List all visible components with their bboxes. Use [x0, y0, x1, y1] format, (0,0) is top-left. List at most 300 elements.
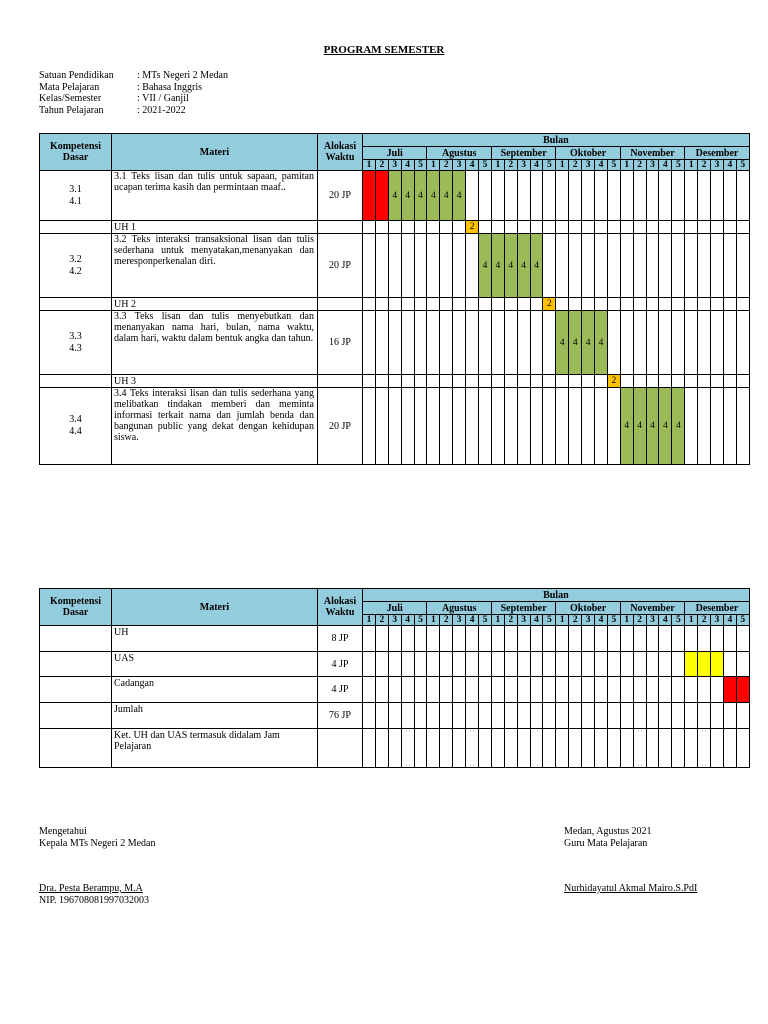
schedule-cell: 4 [646, 388, 659, 465]
schedule-cell [607, 171, 620, 221]
schedule-cell [363, 729, 376, 768]
schedule-cell [517, 375, 530, 388]
schedule-cell [582, 703, 595, 729]
schedule-cell [414, 729, 427, 768]
schedule-cell [646, 298, 659, 311]
schedule-cell [517, 298, 530, 311]
week-header: 5 [543, 160, 556, 171]
schedule-cell [620, 221, 633, 234]
schedule-cell [595, 221, 608, 234]
schedule-cell [633, 234, 646, 298]
table-row [40, 677, 750, 703]
kd-cell [40, 311, 112, 375]
schedule-cell [414, 388, 427, 465]
schedule-cell [711, 703, 724, 729]
schedule-cell [414, 652, 427, 677]
schedule-cell [375, 221, 388, 234]
week-header: 2 [504, 615, 517, 626]
kd-cell [40, 626, 112, 652]
alokasi-cell: 20 JP [318, 388, 363, 465]
schedule-cell [491, 677, 504, 703]
schedule-cell: 4 [517, 234, 530, 298]
schedule-cell [543, 703, 556, 729]
schedule-cell [620, 626, 633, 652]
schedule-cell [363, 234, 376, 298]
schedule-cell [440, 626, 453, 652]
month-header: November [620, 147, 684, 160]
schedule-cell [427, 677, 440, 703]
schedule-cell [646, 221, 659, 234]
schedule-cell [427, 703, 440, 729]
schedule-cell [388, 729, 401, 768]
schedule-cell [504, 298, 517, 311]
kd-cell [40, 171, 112, 221]
schedule-cell [440, 234, 453, 298]
kd-cell [40, 652, 112, 677]
schedule-cell [388, 626, 401, 652]
schedule-cell [479, 703, 492, 729]
schedule-cell [569, 652, 582, 677]
schedule-cell [736, 703, 749, 729]
schedule-cell [685, 626, 698, 652]
schedule-cell [698, 626, 711, 652]
schedule-cell [633, 626, 646, 652]
week-header: 3 [582, 160, 595, 171]
schedule-cell [543, 388, 556, 465]
schedule-cell [556, 626, 569, 652]
kd-code: 3.1 [69, 183, 82, 195]
schedule-cell [453, 234, 466, 298]
schedule-cell [620, 677, 633, 703]
week-header: 3 [646, 160, 659, 171]
schedule-cell [595, 388, 608, 465]
schedule-cell [479, 729, 492, 768]
schedule-cell [517, 652, 530, 677]
schedule-cell [375, 375, 388, 388]
schedule-cell [363, 388, 376, 465]
materi-cell: 3.3 Teks lisan dan tulis menyebutkan dan menanyakan nama hari, bulan, nama waktu, dalam hari, waktu dalam bentuk angka dan tahun. [112, 311, 318, 375]
schedule-cell [427, 652, 440, 677]
week-header: 5 [607, 160, 620, 171]
schedule-cell [711, 626, 724, 652]
schedule-cell [543, 677, 556, 703]
schedule-cell [582, 388, 595, 465]
schedule-cell [672, 729, 685, 768]
schedule-cell [440, 375, 453, 388]
schedule-cell [375, 234, 388, 298]
table-row [40, 703, 750, 729]
schedule-cell [388, 375, 401, 388]
schedule-cell [556, 171, 569, 221]
schedule-cell [375, 626, 388, 652]
schedule-cell [414, 677, 427, 703]
schedule-cell [685, 221, 698, 234]
schedule-cell [556, 729, 569, 768]
schedule-cell [440, 298, 453, 311]
info-label: Mata Pelajaran [39, 81, 100, 93]
schedule-cell [582, 234, 595, 298]
schedule-cell: 4 [582, 311, 595, 375]
schedule-cell [582, 729, 595, 768]
schedule-cell [633, 375, 646, 388]
schedule-cell [491, 388, 504, 465]
signature-left [39, 826, 155, 906]
schedule-cell [582, 221, 595, 234]
schedule-cell [504, 221, 517, 234]
header-kd: Kompetensi Dasar [40, 134, 112, 171]
schedule-cell [479, 311, 492, 375]
schedule-cell [530, 171, 543, 221]
kd-code: 3.2 [69, 253, 82, 265]
schedule-cell [607, 703, 620, 729]
kd-code: 4.3 [69, 342, 82, 354]
schedule-cell [711, 171, 724, 221]
schedule-cell [491, 298, 504, 311]
schedule-cell [633, 652, 646, 677]
materi-cell: UH 1 [112, 221, 318, 234]
schedule-cell [530, 703, 543, 729]
header-alokasi: Alokasi Waktu [318, 589, 363, 626]
schedule-cell [569, 729, 582, 768]
schedule-cell [453, 221, 466, 234]
schedule-cell [440, 652, 453, 677]
schedule-cell [453, 703, 466, 729]
schedule-cell [672, 626, 685, 652]
schedule-cell [491, 171, 504, 221]
schedule-cell [723, 388, 736, 465]
schedule-cell [479, 652, 492, 677]
schedule-cell [672, 677, 685, 703]
schedule-cell [491, 375, 504, 388]
schedule-cell [375, 729, 388, 768]
schedule-cell [466, 388, 479, 465]
week-header: 4 [530, 160, 543, 171]
schedule-cell [479, 375, 492, 388]
schedule-cell: 4 [479, 234, 492, 298]
schedule-cell [633, 311, 646, 375]
week-header: 4 [659, 615, 672, 626]
schedule-cell [685, 298, 698, 311]
schedule-cell [363, 703, 376, 729]
page-title: PROGRAM SEMESTER [323, 44, 445, 56]
schedule-cell [620, 375, 633, 388]
schedule-cell [595, 298, 608, 311]
schedule-cell: 4 [569, 311, 582, 375]
schedule-cell: 4 [453, 171, 466, 221]
signature-role: Guru Mata Pelajaran [564, 837, 648, 849]
alokasi-cell [318, 375, 363, 388]
schedule-cell [401, 298, 414, 311]
week-header: 1 [363, 615, 376, 626]
schedule-cell [363, 652, 376, 677]
schedule-cell [530, 652, 543, 677]
week-header: 3 [582, 615, 595, 626]
info-value: : 2021-2022 [137, 104, 186, 116]
schedule-cell [388, 221, 401, 234]
schedule-cell [517, 171, 530, 221]
week-header: 2 [633, 615, 646, 626]
schedule-cell [659, 375, 672, 388]
month-header: Agustus [427, 147, 491, 160]
semester-program-table [39, 133, 750, 465]
schedule-cell [543, 626, 556, 652]
schedule-cell [698, 298, 711, 311]
kd-code: 4.1 [69, 195, 82, 207]
schedule-cell [453, 626, 466, 652]
schedule-cell [530, 388, 543, 465]
schedule-cell [698, 221, 711, 234]
schedule-cell [375, 298, 388, 311]
schedule-cell [466, 298, 479, 311]
schedule-cell [620, 703, 633, 729]
schedule-cell [440, 388, 453, 465]
schedule-cell [504, 626, 517, 652]
schedule-cell [453, 311, 466, 375]
schedule-cell [607, 234, 620, 298]
schedule-cell [388, 703, 401, 729]
schedule-cell [685, 729, 698, 768]
schedule-cell [401, 729, 414, 768]
schedule-cell [530, 677, 543, 703]
schedule-cell [672, 298, 685, 311]
schedule-cell [607, 677, 620, 703]
schedule-cell [363, 375, 376, 388]
schedule-cell: 2 [607, 375, 620, 388]
alokasi-cell: 8 JP [318, 626, 363, 652]
month-header: Agustus [427, 602, 491, 615]
schedule-cell [685, 652, 698, 677]
schedule-cell [659, 729, 672, 768]
signature-date: Medan, Agustus 2021 [564, 826, 652, 837]
schedule-cell [659, 171, 672, 221]
schedule-cell [388, 388, 401, 465]
schedule-cell [595, 375, 608, 388]
schedule-cell [427, 375, 440, 388]
schedule-cell [607, 626, 620, 652]
schedule-cell [363, 221, 376, 234]
kd-code: 3.3 [69, 330, 82, 342]
info-label: Satuan Pendidikan [39, 70, 114, 81]
alokasi-cell: 16 JP [318, 311, 363, 375]
schedule-cell [711, 677, 724, 703]
schedule-cell [685, 375, 698, 388]
schedule-cell [672, 652, 685, 677]
schedule-cell [607, 221, 620, 234]
schedule-cell [466, 311, 479, 375]
schedule-cell [530, 298, 543, 311]
schedule-cell [672, 375, 685, 388]
week-header: 1 [427, 160, 440, 171]
schedule-cell [646, 311, 659, 375]
schedule-cell [620, 171, 633, 221]
schedule-cell [723, 729, 736, 768]
week-header: 5 [672, 615, 685, 626]
schedule-cell [569, 375, 582, 388]
materi-cell: Cadangan [112, 677, 318, 703]
schedule-cell [543, 729, 556, 768]
schedule-cell [414, 626, 427, 652]
schedule-cell [401, 626, 414, 652]
schedule-cell [491, 626, 504, 652]
schedule-cell [685, 388, 698, 465]
week-header: 2 [440, 615, 453, 626]
schedule-cell [504, 171, 517, 221]
schedule-cell: 4 [620, 388, 633, 465]
header-materi: Materi [112, 589, 318, 626]
schedule-cell [401, 388, 414, 465]
schedule-cell [427, 298, 440, 311]
schedule-cell [685, 311, 698, 375]
schedule-cell [504, 311, 517, 375]
schedule-cell [375, 388, 388, 465]
alokasi-cell: 4 JP [318, 652, 363, 677]
info-value: : VII / Ganjil [137, 93, 189, 104]
week-header: 3 [517, 160, 530, 171]
schedule-cell [723, 626, 736, 652]
table-row [40, 298, 750, 311]
info-label: Kelas/Semester [39, 93, 102, 104]
schedule-cell [556, 388, 569, 465]
week-header: 2 [504, 160, 517, 171]
schedule-cell [672, 311, 685, 375]
schedule-cell [491, 311, 504, 375]
signature-name: Dra. Pesta Berampu, M.A [39, 883, 143, 894]
schedule-cell [517, 311, 530, 375]
week-header: 5 [479, 160, 492, 171]
schedule-cell [711, 234, 724, 298]
alokasi-cell: 20 JP [318, 171, 363, 221]
kd-cell [40, 375, 112, 388]
schedule-cell [556, 375, 569, 388]
schedule-cell [479, 388, 492, 465]
kd-code: 4.2 [69, 265, 82, 277]
schedule-cell: 4 [414, 171, 427, 221]
schedule-cell [685, 703, 698, 729]
schedule-cell [440, 677, 453, 703]
schedule-cell [633, 729, 646, 768]
schedule-cell [479, 626, 492, 652]
schedule-cell [620, 298, 633, 311]
schedule-cell [479, 677, 492, 703]
schedule-cell [698, 729, 711, 768]
schedule-cell [659, 626, 672, 652]
week-header: 1 [620, 615, 633, 626]
week-header: 5 [736, 160, 749, 171]
schedule-cell [556, 298, 569, 311]
schedule-cell [595, 677, 608, 703]
schedule-cell: 2 [466, 221, 479, 234]
schedule-cell [646, 626, 659, 652]
schedule-cell [711, 298, 724, 311]
schedule-cell [633, 221, 646, 234]
schedule-cell [517, 729, 530, 768]
schedule-cell [723, 311, 736, 375]
kd-cell [40, 703, 112, 729]
schedule-cell [685, 171, 698, 221]
week-header: 3 [711, 615, 724, 626]
schedule-cell: 4 [530, 234, 543, 298]
schedule-cell [401, 677, 414, 703]
schedule-cell [491, 703, 504, 729]
week-header: 5 [543, 615, 556, 626]
schedule-cell [466, 375, 479, 388]
schedule-cell [453, 729, 466, 768]
schedule-cell [491, 221, 504, 234]
table-row [40, 652, 750, 677]
schedule-cell [363, 311, 376, 375]
schedule-cell [595, 626, 608, 652]
info-row [39, 93, 228, 105]
schedule-cell [504, 729, 517, 768]
alokasi-cell [318, 221, 363, 234]
kd-cell [40, 298, 112, 311]
kd-cell [40, 388, 112, 465]
alokasi-cell [318, 298, 363, 311]
info-label: Tahun Pelajaran [39, 104, 104, 116]
schedule-cell [440, 221, 453, 234]
schedule-cell [698, 311, 711, 375]
schedule-cell [401, 652, 414, 677]
schedule-cell [543, 375, 556, 388]
week-header: 5 [736, 615, 749, 626]
schedule-cell [633, 171, 646, 221]
schedule-cell [607, 652, 620, 677]
schedule-cell [595, 234, 608, 298]
document-info [39, 70, 228, 116]
schedule-cell [401, 375, 414, 388]
schedule-cell [723, 298, 736, 311]
schedule-cell [543, 234, 556, 298]
schedule-cell [723, 703, 736, 729]
alokasi-cell [318, 729, 363, 768]
month-header: Oktober [556, 147, 620, 160]
schedule-cell [711, 729, 724, 768]
schedule-cell [582, 626, 595, 652]
schedule-cell [646, 171, 659, 221]
info-row [39, 82, 228, 94]
schedule-cell [672, 221, 685, 234]
signature-right [564, 826, 697, 895]
week-header: 1 [620, 160, 633, 171]
week-header: 4 [401, 160, 414, 171]
table-row [40, 729, 750, 768]
week-header: 4 [659, 160, 672, 171]
schedule-cell [466, 626, 479, 652]
schedule-cell [388, 652, 401, 677]
schedule-cell [736, 652, 749, 677]
schedule-cell [440, 703, 453, 729]
schedule-cell [711, 388, 724, 465]
schedule-cell [620, 729, 633, 768]
schedule-cell [582, 652, 595, 677]
schedule-cell [530, 311, 543, 375]
schedule-cell: 4 [633, 388, 646, 465]
schedule-cell [698, 375, 711, 388]
header-kd: Kompetensi Dasar [40, 589, 112, 626]
table-row [40, 388, 750, 465]
week-header: 3 [453, 615, 466, 626]
materi-cell: UH 2 [112, 298, 318, 311]
week-header: 1 [556, 615, 569, 626]
week-header: 1 [685, 160, 698, 171]
schedule-cell [736, 388, 749, 465]
schedule-cell [466, 171, 479, 221]
week-header: 1 [491, 160, 504, 171]
schedule-cell [659, 703, 672, 729]
schedule-cell: 4 [388, 171, 401, 221]
schedule-cell [479, 298, 492, 311]
schedule-cell [698, 652, 711, 677]
